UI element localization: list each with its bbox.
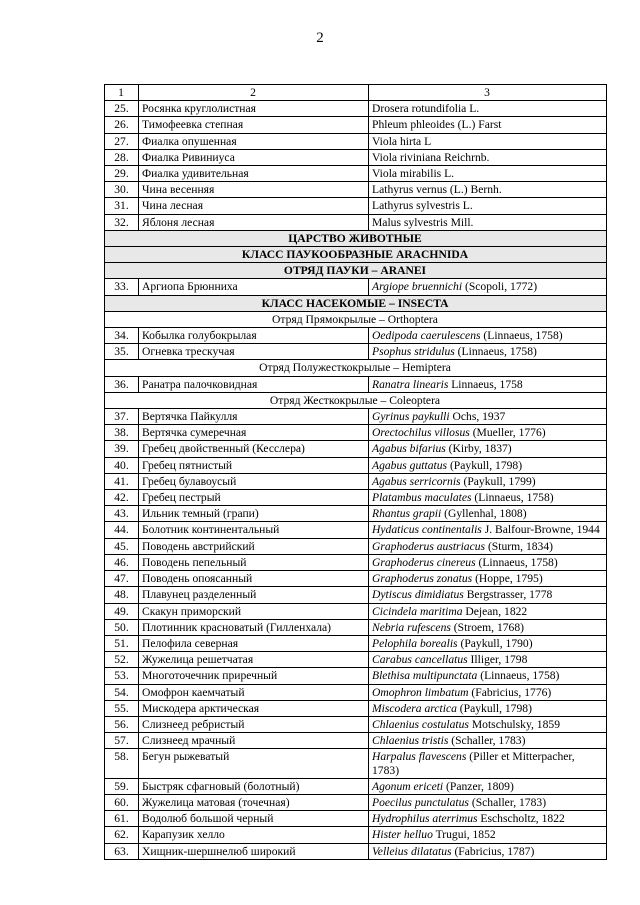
row-number: 63. [105, 843, 139, 859]
table-row [105, 668, 607, 684]
latin-author: Phleum phleoides (L.) Farst [372, 118, 502, 132]
latin-name [369, 811, 607, 827]
latin-genus-species: Hydrophilus aterrimus [372, 812, 478, 826]
table-row [105, 441, 607, 457]
latin-author: Bergstrasser, 1778 [463, 588, 553, 602]
russian-name: Фиалка Ривиниуса [139, 149, 369, 165]
russian-name: Фиалка опушенная [139, 133, 369, 149]
russian-name: Яблоня лесная [139, 214, 369, 230]
latin-name [369, 827, 607, 843]
latin-author: (Paykull, 1790) [457, 636, 533, 650]
latin-genus-species: Chlaenius tristis [372, 734, 449, 748]
header-col-russian-name: 2 [139, 85, 369, 101]
table-row [105, 376, 607, 392]
latin-author: (Gyllenhal, 1808) [441, 507, 527, 521]
latin-author: (Mueller, 1776) [469, 426, 546, 440]
latin-genus-species: Argiope bruennichi [372, 280, 463, 294]
subsection-header-row [105, 360, 607, 376]
russian-name: Слизнеед ребристый [139, 716, 369, 732]
latin-genus-species: Orectochilus villosus [372, 426, 470, 440]
russian-name: Чина весенняя [139, 182, 369, 198]
russian-name: Гребец двойственный (Кесслера) [139, 441, 369, 457]
latin-genus-species: Carabus cancellatus [372, 653, 468, 667]
row-number: 44. [105, 522, 139, 538]
russian-name: Многоточечник приречный [139, 668, 369, 684]
latin-genus-species: Poecilus punctulatus [372, 795, 469, 809]
latin-name [369, 490, 607, 506]
row-number: 37. [105, 409, 139, 425]
table-row [105, 214, 607, 230]
table-row [105, 635, 607, 651]
russian-name: Плотинник красноватый (Гилленхала) [139, 619, 369, 635]
russian-name: Росянка круглолистная [139, 101, 369, 117]
latin-author: (Linnaeus, 1758) [475, 555, 558, 569]
row-number: 39. [105, 441, 139, 457]
latin-author: (Stroem, 1768) [450, 620, 525, 634]
russian-name: Поводень опоясанный [139, 571, 369, 587]
row-number: 47. [105, 571, 139, 587]
latin-author: Motschulsky, 1859 [468, 717, 560, 731]
latin-genus-species: Nebria rufescens [372, 620, 451, 634]
latin-genus-species: Velleius dilatatus [372, 844, 452, 858]
row-number: 38. [105, 425, 139, 441]
row-number: 32. [105, 214, 139, 230]
latin-genus-species: Gyrinus paykulli [372, 410, 450, 424]
latin-name [369, 684, 607, 700]
subsection-header-row [105, 392, 607, 408]
latin-name [369, 700, 607, 716]
row-number: 58. [105, 749, 139, 778]
section-title: ОТРЯД ПАУКИ – ARANEI [105, 263, 607, 279]
latin-name [369, 587, 607, 603]
table-row [105, 522, 607, 538]
subsection-title: Отряд Прямокрылые – Orthoptera [105, 311, 607, 327]
russian-name: Огневка трескучая [139, 344, 369, 360]
latin-author: (Schaller, 1783) [448, 734, 526, 748]
latin-author: (Linnaeus, 1758) [471, 491, 554, 505]
latin-name [369, 473, 607, 489]
latin-author: Ochs, 1937 [449, 410, 506, 424]
row-number: 30. [105, 182, 139, 198]
latin-name [369, 843, 607, 859]
row-number: 34. [105, 328, 139, 344]
row-number: 28. [105, 149, 139, 165]
latin-author: Illiger, 1798 [467, 653, 528, 667]
latin-author: Dejean, 1822 [462, 604, 528, 618]
latin-name [369, 198, 607, 214]
latin-author: (Fabricius, 1787) [451, 844, 535, 858]
table-header-row [105, 85, 607, 101]
table-row [105, 133, 607, 149]
latin-genus-species: Blethisa multipunctata [372, 669, 478, 683]
latin-author: (Piller et Mitterpacher, 1783) [372, 750, 575, 777]
header-col-latin-name: 3 [369, 85, 607, 101]
section-title: КЛАСС ПАУКООБРАЗНЫЕ ARACHNIDA [105, 247, 607, 263]
section-header-row [105, 230, 607, 246]
latin-genus-species: Oedipoda caerulescens [372, 329, 481, 343]
latin-author: (Linnaeus, 1758) [477, 669, 560, 683]
row-number: 60. [105, 794, 139, 810]
row-number: 46. [105, 554, 139, 570]
row-number: 62. [105, 827, 139, 843]
table-row [105, 603, 607, 619]
latin-name [369, 571, 607, 587]
row-number: 26. [105, 117, 139, 133]
row-number: 45. [105, 538, 139, 554]
russian-name: Бегун рыжеватый [139, 749, 369, 778]
table-row [105, 198, 607, 214]
latin-name [369, 279, 607, 295]
latin-name [369, 149, 607, 165]
latin-genus-species: Graphoderus austriacus [372, 539, 486, 553]
row-number: 59. [105, 778, 139, 794]
latin-author: Viola riviniana Reichrnb. [372, 150, 490, 164]
russian-name: Аргиопа Брюнниха [139, 279, 369, 295]
russian-name: Кобылка голубокрылая [139, 328, 369, 344]
latin-name [369, 457, 607, 473]
russian-name: Пелофила северная [139, 635, 369, 651]
russian-name: Поводень пепельный [139, 554, 369, 570]
latin-name [369, 749, 607, 778]
latin-genus-species: Chlaenius costulatus [372, 717, 469, 731]
latin-author: Trugui, 1852 [432, 828, 496, 842]
table-row [105, 843, 607, 859]
table-row [105, 101, 607, 117]
header-col-number: 1 [105, 85, 139, 101]
table-row [105, 827, 607, 843]
latin-name [369, 652, 607, 668]
row-number: 48. [105, 587, 139, 603]
russian-name: Скакун приморский [139, 603, 369, 619]
table-row [105, 538, 607, 554]
russian-name: Омофрон каемчатый [139, 684, 369, 700]
latin-genus-species: Agonum ericeti [372, 779, 444, 793]
latin-author: Drosera rotundifolia L. [372, 102, 480, 116]
russian-name: Болотник континентальный [139, 522, 369, 538]
table-row [105, 554, 607, 570]
latin-author: J. Balfour-Browne, 1944 [481, 523, 600, 537]
russian-name: Вертячка сумеречная [139, 425, 369, 441]
row-number: 50. [105, 619, 139, 635]
table-row [105, 506, 607, 522]
latin-name [369, 554, 607, 570]
row-number: 27. [105, 133, 139, 149]
russian-name: Тимофеевка степная [139, 117, 369, 133]
russian-name: Плавунец разделенный [139, 587, 369, 603]
section-header-row [105, 263, 607, 279]
row-number: 35. [105, 344, 139, 360]
species-table [104, 84, 607, 860]
latin-name [369, 603, 607, 619]
latin-name [369, 101, 607, 117]
latin-name [369, 668, 607, 684]
row-number: 25. [105, 101, 139, 117]
row-number: 43. [105, 506, 139, 522]
subsection-title: Отряд Жесткокрылые – Coleoptera [105, 392, 607, 408]
table-row [105, 811, 607, 827]
table-row [105, 652, 607, 668]
latin-genus-species: Psophus stridulus [372, 345, 455, 359]
row-number: 61. [105, 811, 139, 827]
table-row [105, 571, 607, 587]
latin-name [369, 794, 607, 810]
latin-genus-species: Miscodera arctica [372, 701, 457, 715]
table-row [105, 117, 607, 133]
latin-name [369, 328, 607, 344]
latin-name [369, 778, 607, 794]
latin-author: Viola hirta L [372, 134, 432, 148]
latin-genus-species: Rhantus grapii [372, 507, 442, 521]
latin-author: (Schaller, 1783) [468, 795, 547, 809]
latin-name [369, 425, 607, 441]
table-row [105, 182, 607, 198]
table-row [105, 344, 607, 360]
table-row [105, 778, 607, 794]
row-number: 54. [105, 684, 139, 700]
latin-author: Malus sylvestris Mill. [372, 215, 474, 229]
latin-name [369, 133, 607, 149]
latin-name [369, 409, 607, 425]
latin-name [369, 166, 607, 182]
latin-author: (Fabricius, 1776) [468, 685, 552, 699]
table-row [105, 700, 607, 716]
latin-genus-species: Agabus serricornis [372, 474, 461, 488]
table-row [105, 794, 607, 810]
latin-author: Viola mirabilis L. [372, 167, 455, 181]
latin-genus-species: Platambus maculates [372, 491, 472, 505]
latin-author: (Paykull, 1799) [460, 474, 536, 488]
table-row [105, 749, 607, 778]
table-row [105, 457, 607, 473]
table-row [105, 166, 607, 182]
latin-genus-species: Hydaticus continentalis [372, 523, 482, 537]
row-number: 49. [105, 603, 139, 619]
latin-author: (Panzer, 1809) [443, 779, 514, 793]
latin-genus-species: Agabus bifarius [372, 442, 446, 456]
russian-name: Быстряк сфагновый (болотный) [139, 778, 369, 794]
table-row [105, 328, 607, 344]
latin-name [369, 522, 607, 538]
table-row [105, 716, 607, 732]
latin-author: (Linnaeus, 1758) [480, 329, 563, 343]
latin-genus-species: Cicindela maritima [372, 604, 463, 618]
subsection-header-row [105, 311, 607, 327]
section-title: КЛАСС НАСЕКОМЫЕ – INSECTA [105, 295, 607, 311]
row-number: 40. [105, 457, 139, 473]
latin-name [369, 538, 607, 554]
row-number: 33. [105, 279, 139, 295]
russian-name: Мискодера арктическая [139, 700, 369, 716]
latin-author: (Scopoli, 1772) [462, 280, 538, 294]
latin-name [369, 635, 607, 651]
latin-name [369, 506, 607, 522]
latin-author: (Paykull, 1798) [447, 458, 523, 472]
row-number: 31. [105, 198, 139, 214]
table-row [105, 490, 607, 506]
table-row [105, 587, 607, 603]
latin-genus-species: Pelophila borealis [372, 636, 458, 650]
latin-author: Lathyrus sylvestris L. [372, 199, 473, 213]
row-number: 56. [105, 716, 139, 732]
russian-name: Гребец пестрый [139, 490, 369, 506]
table-row [105, 409, 607, 425]
latin-author: Lathyrus vernus (L.) Bernh. [372, 183, 502, 197]
subsection-title: Отряд Полужесткокрылые – Hemiptera [105, 360, 607, 376]
latin-genus-species: Ranatra linearis [372, 377, 449, 391]
latin-author: Eschscholtz, 1822 [477, 812, 565, 826]
row-number: 29. [105, 166, 139, 182]
row-number: 42. [105, 490, 139, 506]
russian-name: Водолюб большой черный [139, 811, 369, 827]
table-row [105, 684, 607, 700]
latin-name [369, 733, 607, 749]
section-header-row [105, 247, 607, 263]
latin-name [369, 376, 607, 392]
latin-author: (Linnaeus, 1758) [454, 345, 537, 359]
latin-genus-species: Graphoderus cinereus [372, 555, 476, 569]
latin-genus-species: Omophron limbatum [372, 685, 469, 699]
latin-genus-species: Hister helluo [372, 828, 433, 842]
latin-name [369, 344, 607, 360]
latin-author: (Paykull, 1798) [456, 701, 532, 715]
table-row [105, 733, 607, 749]
latin-author: (Hoppe, 1795) [472, 572, 543, 586]
latin-genus-species: Graphoderus zonatus [372, 572, 473, 586]
latin-name [369, 619, 607, 635]
latin-name [369, 441, 607, 457]
russian-name: Слизнеед мрачный [139, 733, 369, 749]
table-row [105, 619, 607, 635]
russian-name: Гребец булавоусый [139, 473, 369, 489]
latin-genus-species: Agabus guttatus [372, 458, 448, 472]
row-number: 51. [105, 635, 139, 651]
russian-name: Хищник-шершнелюб широкий [139, 843, 369, 859]
latin-name [369, 117, 607, 133]
russian-name: Чина лесная [139, 198, 369, 214]
page-number: 2 [316, 30, 324, 46]
latin-name [369, 214, 607, 230]
latin-author: (Kirby, 1837) [445, 442, 512, 456]
russian-name: Поводень австрийский [139, 538, 369, 554]
table-row [105, 425, 607, 441]
section-header-row [105, 295, 607, 311]
latin-genus-species: Dytiscus dimidiatus [372, 588, 464, 602]
russian-name: Жужелица решетчатая [139, 652, 369, 668]
russian-name: Вертячка Пайкулля [139, 409, 369, 425]
row-number: 36. [105, 376, 139, 392]
latin-author: Linnaeus, 1758 [448, 377, 523, 391]
table-row [105, 149, 607, 165]
russian-name: Карапузик хелло [139, 827, 369, 843]
row-number: 41. [105, 473, 139, 489]
species-table-body [105, 85, 607, 860]
latin-name [369, 182, 607, 198]
russian-name: Фиалка удивительная [139, 166, 369, 182]
russian-name: Ильник темный (грапи) [139, 506, 369, 522]
row-number: 57. [105, 733, 139, 749]
latin-author: (Sturm, 1834) [485, 539, 553, 553]
section-title: ЦАРСТВО ЖИВОТНЫЕ [105, 230, 607, 246]
latin-genus-species: Harpalus flavescens [372, 750, 467, 764]
latin-name [369, 716, 607, 732]
table-row [105, 473, 607, 489]
row-number: 52. [105, 652, 139, 668]
russian-name: Ранатра палочковидная [139, 376, 369, 392]
russian-name: Жужелица матовая (точечная) [139, 794, 369, 810]
row-number: 55. [105, 700, 139, 716]
row-number: 53. [105, 668, 139, 684]
table-row [105, 279, 607, 295]
russian-name: Гребец пятнистый [139, 457, 369, 473]
